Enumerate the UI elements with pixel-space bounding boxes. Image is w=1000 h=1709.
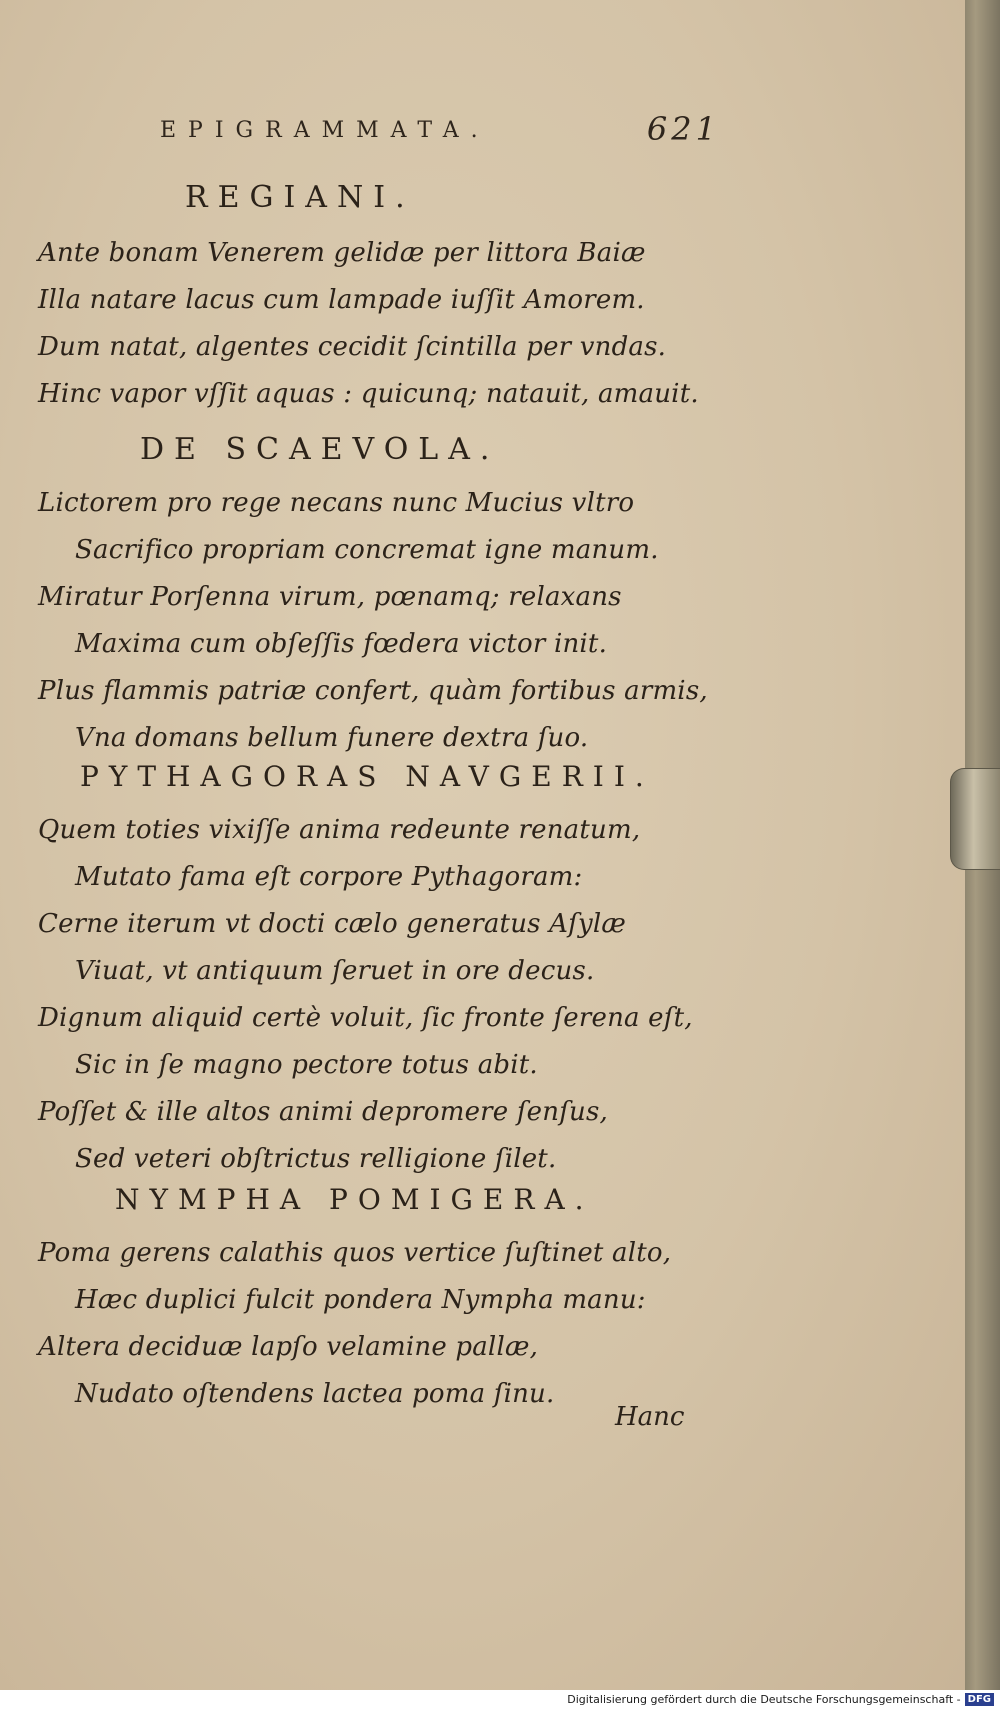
digitization-footer <box>0 1690 1000 1709</box>
verse-line: Quem toties vixiſſe anima redeunte renatum, <box>38 815 641 845</box>
verse-line: Hinc vapor vſſit aquas : quicunq; natauit, amauit. <box>38 379 699 409</box>
verse-line: Plus flammis patriæ confert, quàm fortibus armis, <box>38 676 708 706</box>
poem-heading-regiani: REGIANI. <box>185 180 415 215</box>
page-number: 621 <box>646 110 720 148</box>
running-head-title: EPIGRAMMATA. <box>160 118 490 143</box>
dfg-logo: DFG <box>965 1693 994 1706</box>
verse-line: Poma gerens calathis quos vertice ſuſtinet alto, <box>38 1238 672 1268</box>
catchword: Hanc <box>615 1402 685 1432</box>
verse-line: Lictorem pro rege necans nunc Mucius vltro <box>38 488 635 518</box>
footer-credit: Digitalisierung gefördert durch die Deutsche Forschungsgemeinschaft - <box>567 1693 961 1706</box>
poem-heading-pythagoras: PYTHAGORAS NAVGERII. <box>80 760 654 793</box>
verse-line: Poſſet & ille altos animi depromere ſenſus, <box>38 1097 608 1127</box>
verse-line: Vna domans bellum funere dextra ſuo. <box>75 723 589 753</box>
verse-line: Hæc duplici fulcit pondera Nympha manu: <box>75 1285 646 1315</box>
running-head <box>160 110 720 148</box>
verse-line: Viuat, vt antiquum ſeruet in ore decus. <box>75 956 595 986</box>
verse-line: Ante bonam Venerem gelidæ per littora Baiæ <box>38 238 646 268</box>
poem-heading-nympha-pomigera: NYMPHA POMIGERA. <box>115 1183 594 1216</box>
verse-line: Dum natat, algentes cecidit ſcintilla per vndas. <box>38 332 667 362</box>
verse-line: Sacrifico propriam concremat igne manum. <box>75 535 659 565</box>
verse-line: Miratur Porſenna virum, pœnamq; relaxans <box>38 582 622 612</box>
poem-heading-de-scaevola: DE SCAEVOLA. <box>140 432 500 467</box>
verse-line: Sic in ſe magno pectore totus abit. <box>75 1050 538 1080</box>
verse-line: Nudato oſtendens lactea poma ſinu. <box>75 1379 555 1409</box>
verse-line: Dignum aliquid certè voluit, ſic fronte ſerena eſt, <box>38 1003 693 1033</box>
verse-line: Sed veteri obſtrictus relligione ſilet. <box>75 1144 557 1174</box>
verse-line: Maxima cum obſeſſis fœdera victor init. <box>75 629 608 659</box>
book-clasp <box>950 768 1000 870</box>
verse-line: Altera deciduæ lapſo velamine pallæ, <box>38 1332 539 1362</box>
verse-line: Mutato fama eſt corpore Pythagoram: <box>75 862 583 892</box>
verse-line: Illa natare lacus cum lampade iuſſit Amorem. <box>38 285 645 315</box>
verse-line: Cerne iterum vt docti cælo generatus Aſylæ <box>38 909 627 939</box>
